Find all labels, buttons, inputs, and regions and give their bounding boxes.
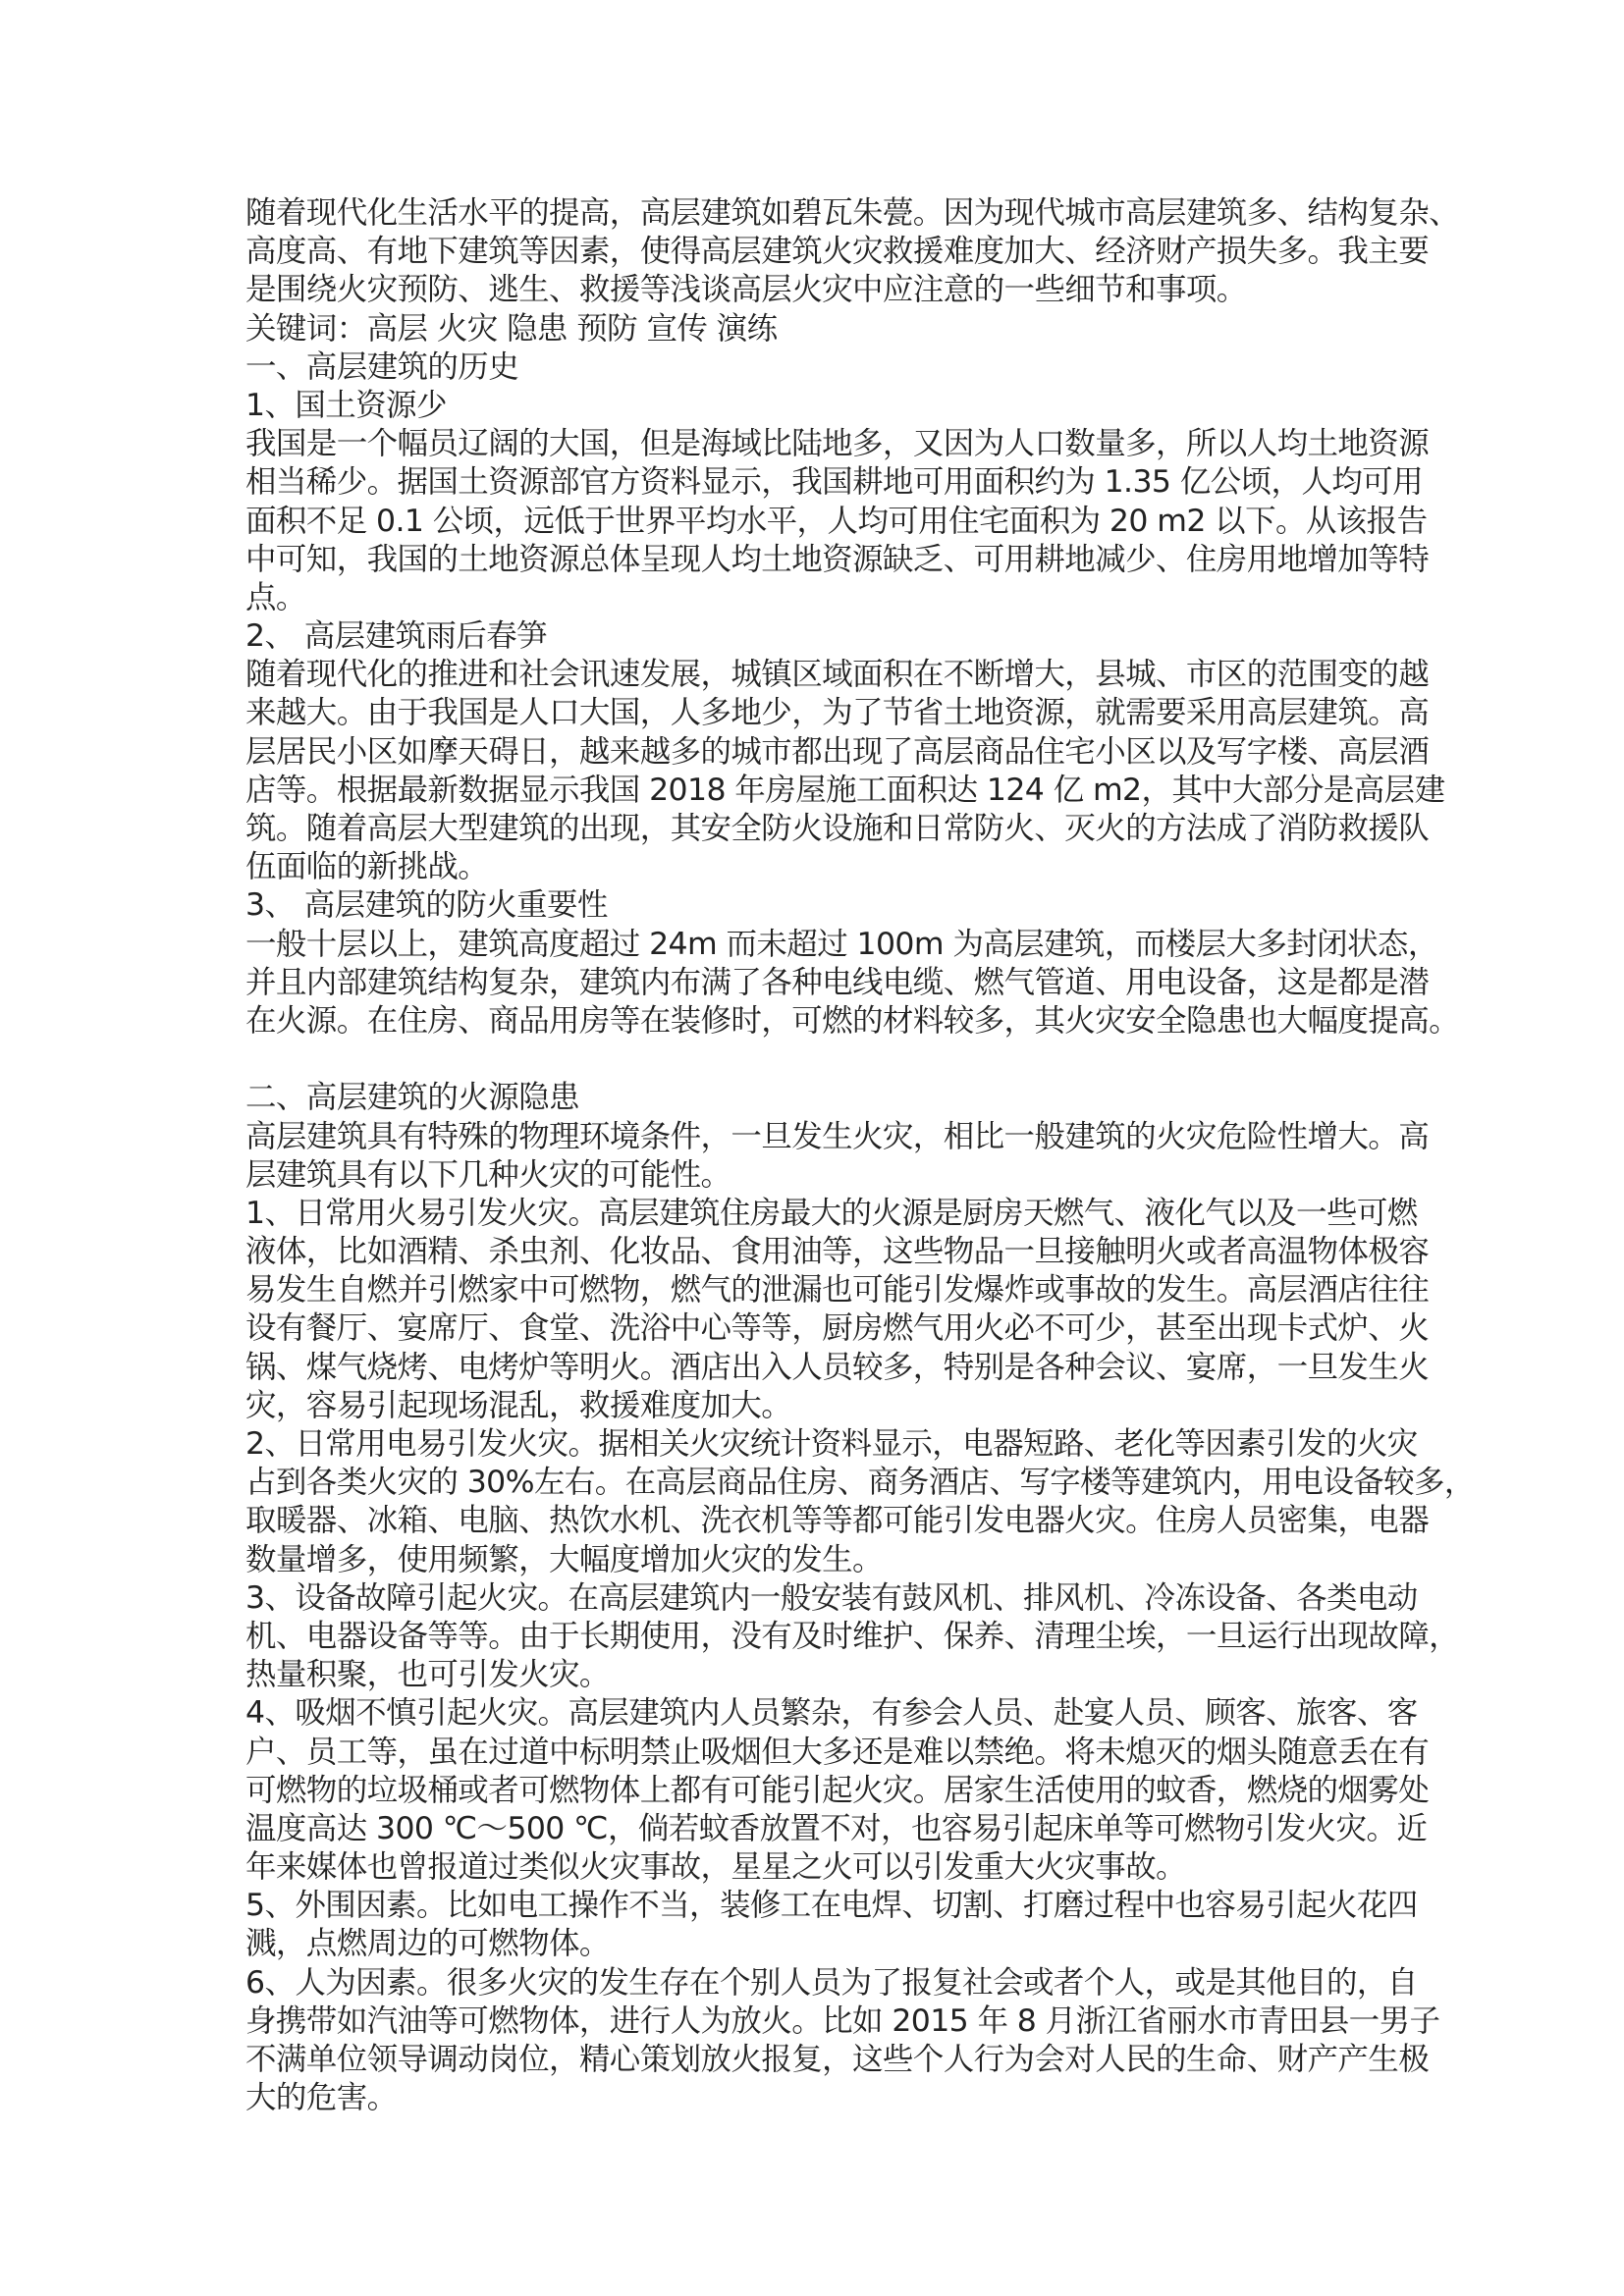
text-line: 一、高层建筑的历史 [245, 348, 519, 385]
text-line: 4、吸烟不慎引起火灾。高层建筑内人员繁杂，有参会人员、赴宴人员、顾客、旅客、客 [245, 1695, 1418, 1732]
text-line: 一般十层以上，建筑高度超过 24m 而未超过 100m 为高层建筑，而楼层大多封闭状态， [245, 926, 1438, 962]
text-line: 溅，点燃周边的可燃物体。 [245, 1926, 610, 1962]
text-line: 高层建筑具有特殊的物理环境条件，一旦发生火灾，相比一般建筑的火灾危险性增大。高 [245, 1118, 1430, 1154]
text-line: 年来媒体也曾报道过类似火灾事故，星星之火可以引发重大火灾事故。 [245, 1849, 1186, 1886]
text-line: 可燃物的垃圾桶或者可燃物体上都有可能引起火灾。居家生活使用的蚊香，燃烧的烟雾处 [245, 1772, 1430, 1808]
text-line: 关键词：高层 火灾 隐患 预防 宣传 演练 [245, 310, 778, 347]
text-line: 随着现代化的推进和社会讯速发展，城镇区域面积在不断增大，县城、市区的范围变的越 [245, 657, 1430, 693]
text-line: 1、日常用火易引发火灾。高层建筑住房最大的火源是厨房天燃气、液化气以及一些可燃 [245, 1195, 1418, 1231]
text-line: 高度高、有地下建筑等因素，使得高层建筑火灾救援难度加大、经济财产损失多。我主要 [245, 234, 1430, 270]
text-line: 2、 高层建筑雨后春笋 [245, 618, 547, 655]
text-line: 液体，比如酒精、杀虫剂、化妆品、食用油等，这些物品一旦接触明火或者高温物体极容 [245, 1234, 1430, 1270]
text-line: 不满单位领导调动岗位，精心策划放火报复，这些个人行为会对人民的生命、财产产生极 [245, 2042, 1430, 2077]
text-line: 灾，容易引起现场混乱，救援难度加大。 [245, 1387, 792, 1423]
text-line: 3、 高层建筑的防火重要性 [245, 887, 608, 924]
text-line: 易发生自燃并引燃家中可燃物，燃气的泄漏也可能引发爆炸或事故的发生。高层酒店往往 [245, 1272, 1430, 1308]
text-line: 2、日常用电易引发火灾。据相关火灾统计资料显示，电器短路、老化等因素引发的火灾 [245, 1426, 1418, 1462]
text-line: 3、设备故障引起火灾。在高层建筑内一般安装有鼓风机、排风机、冷冻设备、各类电动 [245, 1579, 1418, 1616]
blank-line [245, 1041, 1404, 1079]
text-line: 二、高层建筑的火源隐患 [245, 1080, 579, 1116]
text-line: 设有餐厅、宴席厅、食堂、洗浴中心等等，厨房燃气用火必不可少，甚至出现卡式炉、火 [245, 1310, 1430, 1347]
text-line: 温度高达 300 ℃～500 ℃，倘若蚊香放置不对，也容易引起床单等可燃物引发火灾。近 [245, 1810, 1428, 1846]
text-line: 是围绕火灾预防、逃生、救援等浅谈高层火灾中应注意的一些细节和事项。 [245, 272, 1247, 308]
text-line: 并且内部建筑结构复杂，建筑内布满了各种电线电缆、燃气管道、用电设备，这是都是潜 [245, 964, 1430, 1000]
text-line: 锅、煤气烧烤、电烤炉等明火。酒店出入人员较多，特别是各种会议、宴席，一旦发生火 [245, 1349, 1430, 1385]
text-line: 数量增多，使用频繁，大幅度增加火灾的发生。 [245, 1541, 883, 1577]
text-line: 层建筑具有以下几种火灾的可能性。 [245, 1156, 731, 1193]
text-line: 1、国土资源少 [245, 387, 447, 423]
text-line: 5、外围因素。比如电工操作不当，装修工在电焊、切割、打磨过程中也容易引起火花四 [245, 1888, 1418, 1924]
text-line: 取暖器、冰箱、电脑、热饮水机、洗衣机等等都可能引发电器火灾。住房人员密集，电器 [245, 1503, 1430, 1539]
text-line: 机、电器设备等等。由于长期使用，没有及时维护、保养、清理尘埃，一旦运行出现故障， [245, 1618, 1460, 1654]
text-line: 户、员工等，虽在过道中标明禁止吸烟但大多还是难以禁绝。将未熄灭的烟头随意丢在有 [245, 1734, 1430, 1770]
text-line: 来越大。由于我国是人口大国，人多地少，为了节省土地资源，就需要采用高层建筑。高 [245, 695, 1430, 731]
text-line: 在火源。在住房、商品用房等在装修时，可燃的材料较多，其火灾安全隐患也大幅度提高。 [245, 1002, 1460, 1039]
text-line: 店等。根据最新数据显示我国 2018 年房屋施工面积达 124 亿 m2，其中大部分是高层建 [245, 772, 1445, 808]
text-line: 6、人为因素。很多火灾的发生存在个别人员为了报复社会或者个人，或是其他目的，自 [245, 1964, 1418, 2001]
text-line: 大的危害。 [245, 2080, 398, 2116]
document-body [245, 194, 1475, 2117]
text-line: 相当稀少。据国土资源部官方资料显示，我国耕地可用面积约为 1.35 亿公顷，人均可用 [245, 464, 1423, 501]
text-line: 热量积聚，也可引发火灾。 [245, 1657, 610, 1693]
text-line: 随着现代化生活水平的提高，高层建筑如碧瓦朱甍。因为现代城市高层建筑多、结构复杂、 [245, 195, 1460, 231]
text-line: 中可知，我国的土地资源总体呈现人均土地资源缺乏、可用耕地减少、住房用地增加等特 [245, 541, 1430, 577]
text-line: 面积不足 0.1 公顷，远低于世界平均水平，人均可用住宅面积为 20 m2 以下。从该报告 [245, 503, 1428, 539]
text-line: 我国是一个幅员辽阔的大国，但是海域比陆地多，又因为人口数量多，所以人均土地资源 [245, 426, 1430, 462]
text-line: 伍面临的新挑战。 [245, 849, 489, 885]
text-line: 层居民小区如摩天碍日，越来越多的城市都出现了高层商品住宅小区以及写字楼、高层酒 [245, 733, 1430, 770]
text-line: 占到各类火灾的 30%左右。在高层商品住房、商务酒店、写字楼等建筑内，用电设备较多， [245, 1465, 1475, 1501]
text-line: 筑。随着高层大型建筑的出现，其安全防火设施和日常防火、灭火的方法成了消防救援队 [245, 811, 1430, 846]
text-line: 身携带如汽油等可燃物体，进行人为放火。比如 2015 年 8 月浙江省丽水市青田县一男子 [245, 2002, 1440, 2039]
text-line: 点。 [245, 579, 306, 615]
